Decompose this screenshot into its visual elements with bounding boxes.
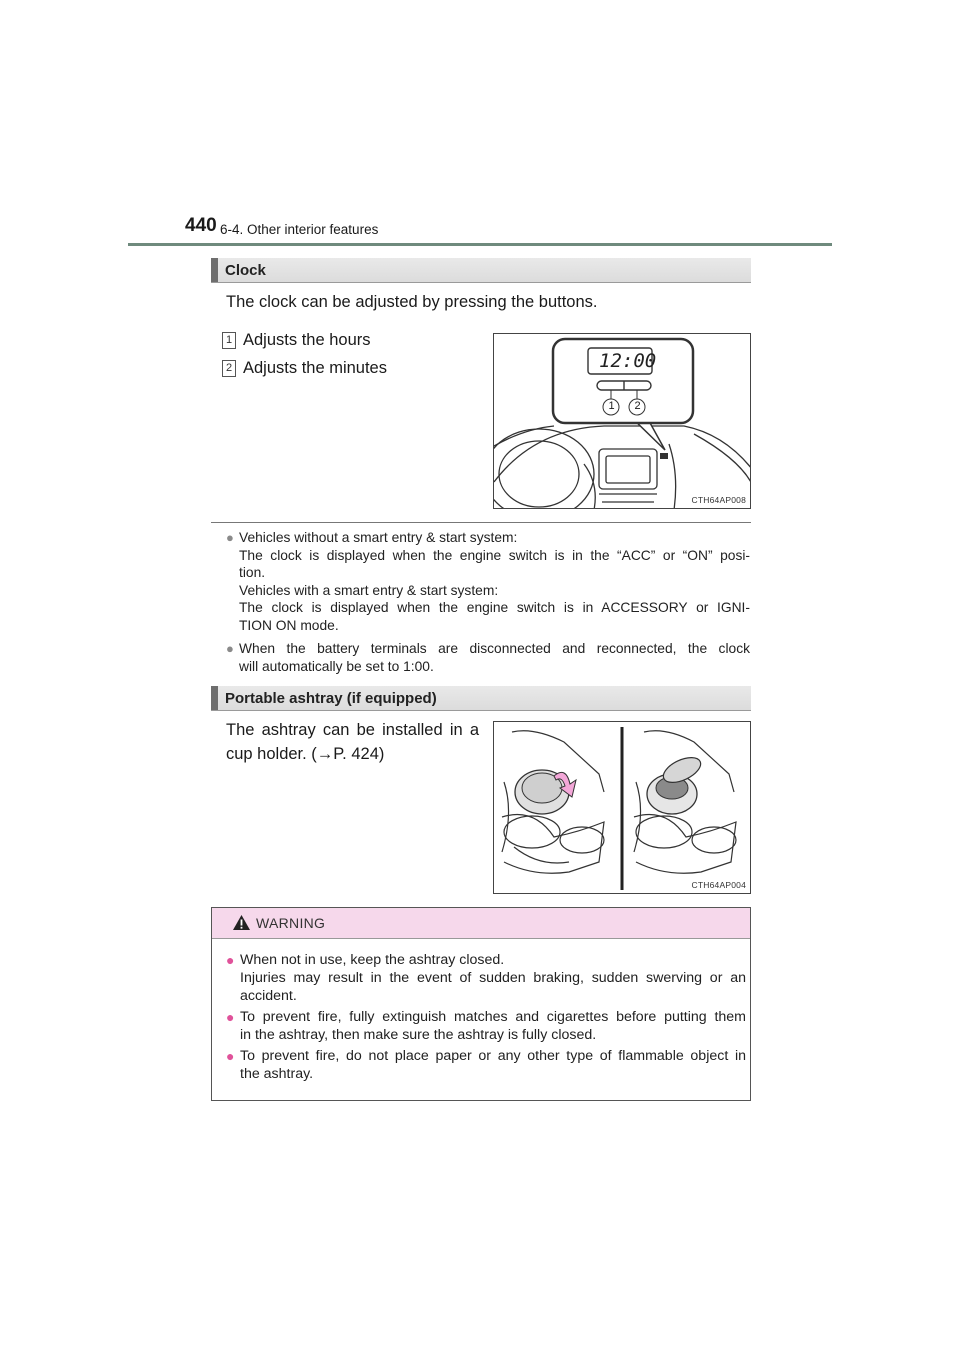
bullet-dot-icon: ● (226, 530, 234, 545)
clock-button-location (660, 453, 668, 459)
warning-header (212, 908, 750, 939)
clock-intro: The clock can be adjusted by pressing the buttons. (226, 293, 598, 311)
notes-rule (211, 522, 751, 523)
warning-triangle-icon (232, 914, 251, 931)
cupholder-illustration (494, 722, 751, 894)
ashtray-heading (211, 686, 751, 711)
clock-display-text: 12:00 (599, 350, 657, 372)
heading-marker (211, 686, 218, 710)
warning-item: ● When not in use, keep the ashtray closed. Injuries may result in the event of sudden braking, sudden swerving or an accident. (226, 952, 746, 1004)
warning-item: ● To prevent fire, fully extinguish matches and cigarettes before putting them in the ashtray, then make sure the ashtray is fully closed. (226, 1009, 746, 1043)
figure-code: CTH64AP004 (691, 880, 746, 890)
warning-title: WARNING (256, 915, 326, 931)
page-number: 440 (185, 215, 217, 236)
callout-1: 1 (608, 400, 615, 412)
ashtray-text: The ashtray can be installed in a cup holder. (→P. 424) (226, 721, 479, 763)
badge-2: 2 (222, 360, 236, 377)
ashtray-figure (493, 721, 751, 894)
clock-figure (493, 333, 751, 509)
bullet-dot-icon: ● (226, 952, 235, 968)
ashtray-heading-text: Portable ashtray (if equipped) (225, 690, 437, 707)
callout-2: 2 (634, 400, 641, 412)
header-rule (128, 243, 832, 246)
note-item: ● When the battery terminals are disconnected and reconnected, the clock will automatically be set to 1:00. (226, 641, 750, 674)
clock-heading (211, 258, 751, 283)
bullet-dot-icon: ● (226, 1009, 235, 1025)
warning-item: ● To prevent fire, do not place paper or any other type of flammable object in the ashtray. (226, 1048, 746, 1082)
item-minutes: Adjusts the minutes (243, 359, 387, 377)
note-item: ● Vehicles without a smart entry & start system: The clock is displayed when the engine switch is in the “ACC” or “ON” posi- tion. Vehicles with a smart entry & start system: The clock is displayed when the engine switch is in ACCESSORY or IGNI- TION ON mode. (226, 530, 750, 633)
item-hours: Adjusts the hours (243, 331, 371, 349)
clock-heading-text: Clock (225, 262, 266, 279)
bullet-dot-icon: ● (226, 1048, 235, 1064)
badge-1: 1 (222, 332, 236, 349)
heading-marker (211, 258, 218, 282)
bullet-dot-icon: ● (226, 641, 234, 656)
section-title: 6-4. Other interior features (220, 222, 379, 237)
figure-code: CTH64AP008 (691, 495, 746, 505)
